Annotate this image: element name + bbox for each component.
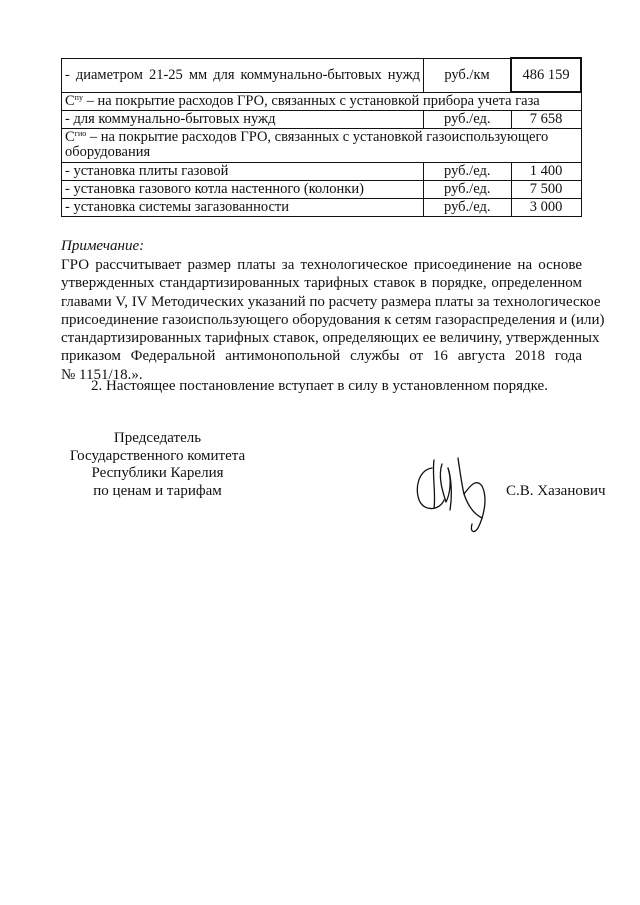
note-title: Примечание: [61,238,145,254]
tariff-value: 7 658 [511,110,581,128]
section-superscript: пу [74,92,83,102]
tariff-description: - установка системы загазованности [62,198,424,216]
table-row [62,110,582,128]
note-body [61,256,605,384]
table-row [62,198,582,216]
table-row [62,180,582,198]
section-text: – на покрытие расходов ГРО, связанных с установкой газоиспользующего оборудования [65,129,549,160]
tariff-value: 1 400 [511,162,581,180]
table-row [62,162,582,180]
note-line: стандартизированных тарифных ставок, определяющих ее величину, утвержденных [61,330,600,347]
section-superscript: гио [74,129,87,138]
tariff-description: - установка плиты газовой [62,162,424,180]
note-line: ГРО рассчитывает размер платы за технологическое присоединение на основе [61,257,582,273]
tariff-unit: руб./ед. [424,110,512,128]
position-line: Председатель [113,430,202,446]
tariff-description: - установка газового котла настенного (колонки) [62,180,424,198]
table-row [62,58,582,92]
position-line: Государственного комитета [69,447,246,464]
clause-2: 2. Настоящее постановление вступает в силу в установленном порядке. [91,378,548,394]
tariff-description-text: - диаметром 21-25 мм для коммунально-бытовых нужд [65,66,420,83]
tariff-unit: руб./км [424,58,512,92]
note-line: № 1151/18.». [61,366,143,383]
note-line: утвержденных стандартизированных тарифных ставок в порядке, определенном [61,275,582,292]
section-heading: $С^{гио}$ – на покрытие расходов ГРО, связанных с установкой газоиспользующего оборудования [62,128,582,162]
position-line: Республики Карелия [91,465,224,481]
tariff-unit: руб./ед. [424,198,512,216]
tariff-unit: руб./ед. [424,162,512,180]
table-section-row [62,128,582,162]
table-section-row [62,92,582,110]
tariff-value: 7 500 [511,180,581,198]
section-text: – на покрытие расходов ГРО, связанных с установкой прибора учета газа [82,92,540,109]
tariff-description: - для коммунально-бытовых нужд [62,110,424,128]
note-line: присоединение газоиспользующего оборудования к сетям газораспределения и (или) [61,311,605,328]
tariff-description [62,58,424,92]
tariff-unit: руб./ед. [424,180,512,198]
tariff-value: 486 159 [511,58,581,92]
tariff-value: 3 000 [511,198,581,216]
signatory-name: С.В. Хазанович [506,483,606,499]
handwritten-signature-icon [412,450,504,536]
section-heading: $С^{пу}$ – на покрытие расходов ГРО, связанных с установкой прибора учета газа [62,92,582,110]
signatory-position [55,430,260,500]
tariff-table [61,57,582,217]
note-line: приказом Федеральной антимонопольной службы от 16 августа 2018 года [61,348,582,365]
note-line: главами V, IV Методических указаний по расчету размера платы за технологическое [61,293,601,310]
position-line: по ценам и тарифам [93,482,222,499]
